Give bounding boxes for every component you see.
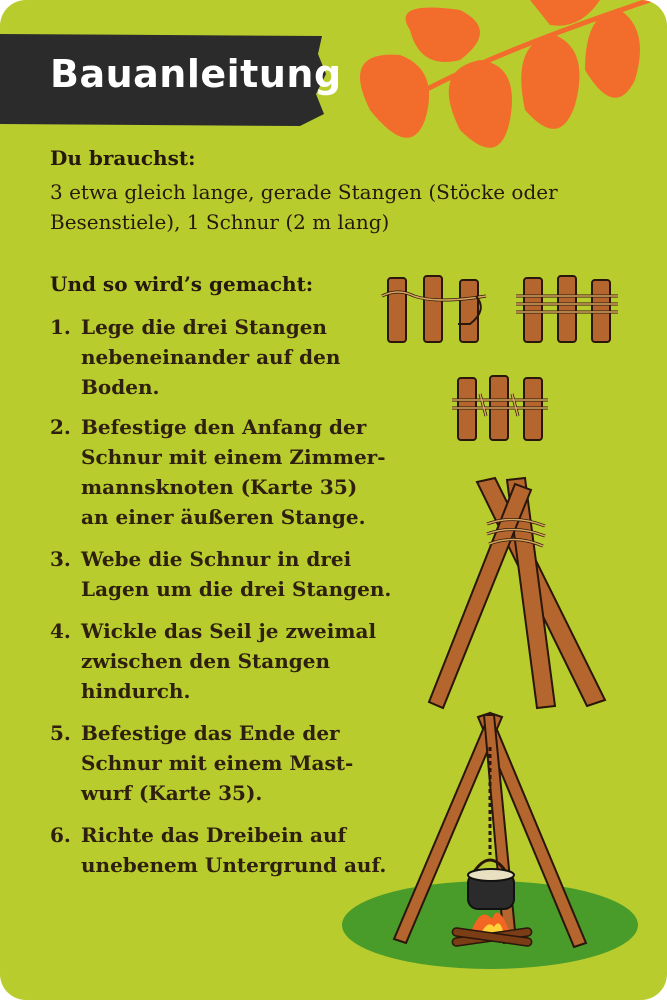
step-4 <box>50 616 411 706</box>
step-number: 1. <box>50 315 71 339</box>
step-3 <box>50 544 411 604</box>
materials-heading: Du brauchst: <box>50 146 196 170</box>
lashing-step-icon <box>450 372 550 444</box>
step-text: Richte das Dreibein auf unebenem Untergrund auf. <box>81 823 387 877</box>
step-number: 5. <box>50 721 71 745</box>
step-2 <box>50 412 411 532</box>
step-text: Lege die drei Stangen nebeneinander auf den Boden. <box>81 315 341 399</box>
step-number: 2. <box>50 415 71 439</box>
lashing-step-icon <box>378 270 488 350</box>
step-number: 6. <box>50 823 71 847</box>
campfire-pot-icon <box>340 705 640 975</box>
step-text: Befestige das Ende der Schnur mit einem Mast- wurf (Karte 35). <box>81 721 354 805</box>
step-number: 3. <box>50 547 71 571</box>
materials-text: 3 etwa gleich lange, gerade Stangen (Stöcke oder Besenstiele), 1 Schnur (2 m lang) <box>50 180 558 234</box>
step-text: Wickle das Seil je zweimal zwischen den Stangen hindurch. <box>81 619 377 703</box>
step-number: 4. <box>50 619 71 643</box>
step-text: Befestige den Anfang der Schnur mit einem Zimmer- mannsknoten (Karte 35) an einer äußeren Stange. <box>81 415 386 529</box>
lashing-step-icon <box>510 270 625 350</box>
steps-heading: Und so wird’s gemacht: <box>50 272 314 296</box>
step-1 <box>50 312 411 402</box>
tripod-icon <box>425 470 615 710</box>
page-title: Bauanleitung <box>50 52 342 96</box>
step-text: Webe die Schnur in drei Lagen um die drei Stangen. <box>81 547 392 601</box>
